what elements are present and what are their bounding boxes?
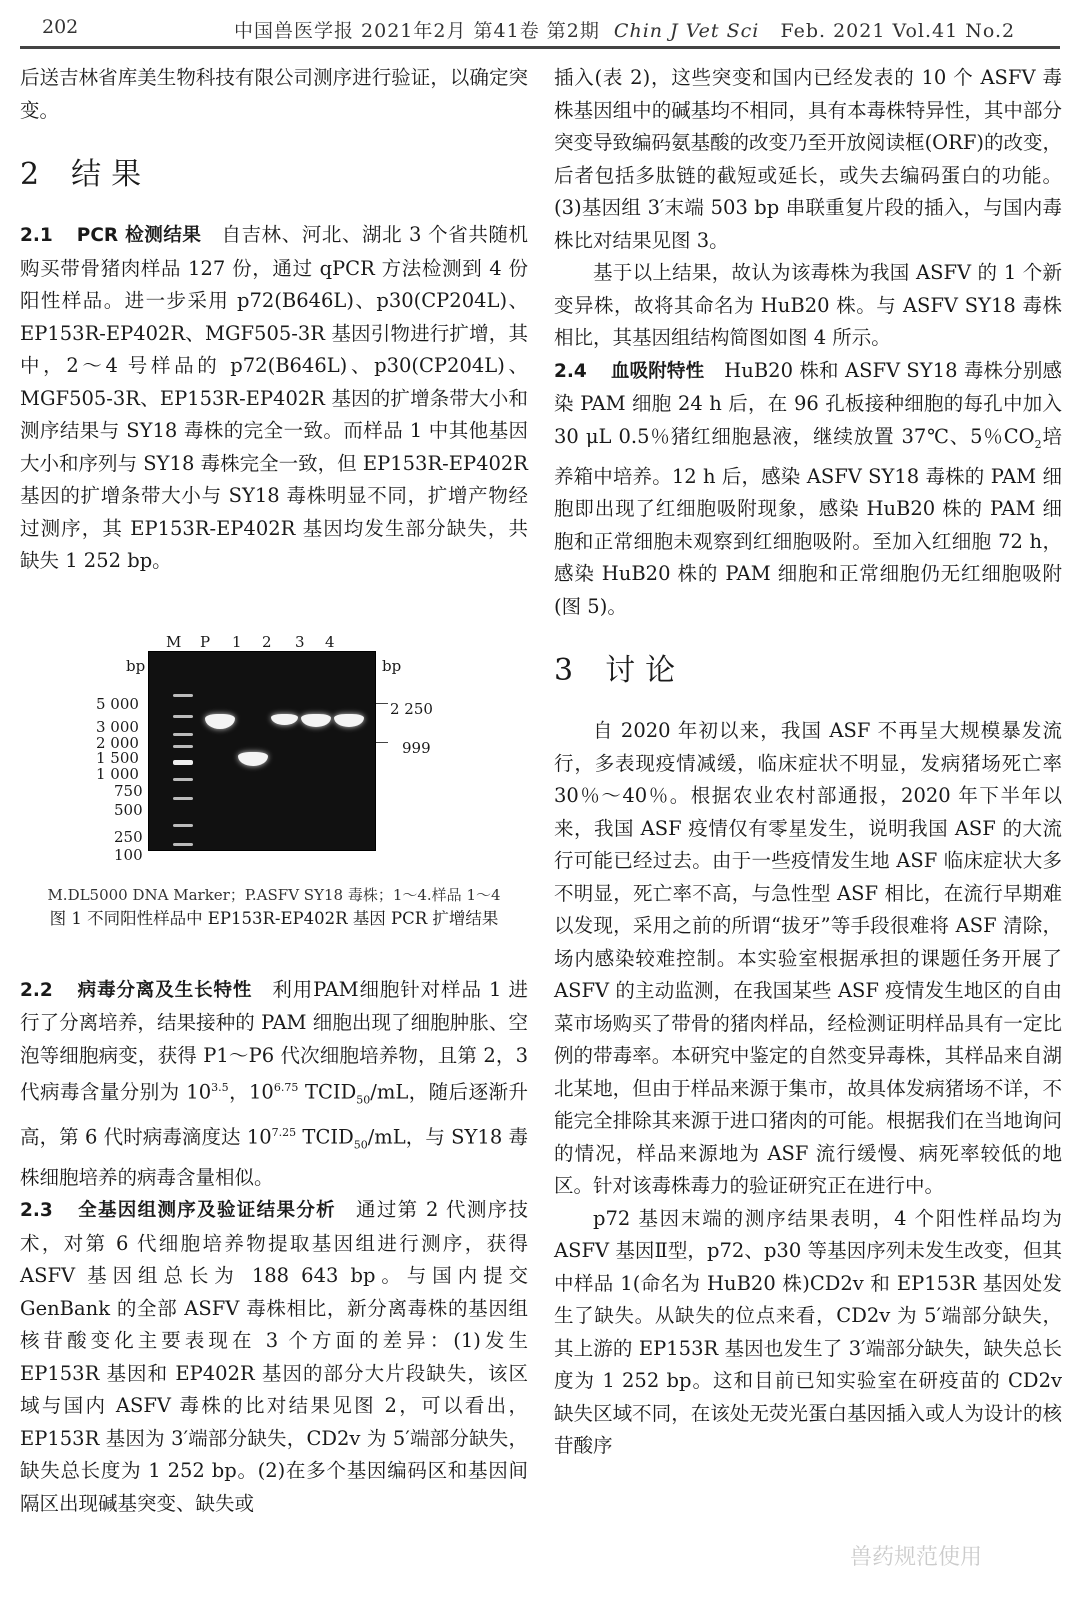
subsection-title: 2.2 病毒分离及生长特性	[20, 979, 253, 1001]
figure-1-gel: M P 1 2 3 4 bp bp 5 000 3 000 2 000 1 500 1 000 750 500 250 100 2 250 999 M.DL5000 DNA Marker；P.ASFV SY18 毒株；1～4.样品 1～4 图 1 不同阳性样品中 EP153R-EP402R 基因 PCR 扩增结果	[20, 608, 528, 968]
subsection-title: 2.1 PCR 检测结果	[20, 225, 202, 246]
journal-en: Chin J Vet Sci	[613, 20, 760, 42]
paragraph: 基于以上结果，故认为该毒株为我国 ASFV 的 1 个新变异株，故将其命名为 HuB20 株。与 ASFV SY18 毒株相比，其基因组结构简图如图 4 所示。	[554, 261, 1062, 349]
section-heading-results: 2 结果	[20, 157, 152, 192]
paragraph-continued: 插入(表 2)，这些突变和国内已经发表的 10 个 ASFV 毒株基因组中的碱基均不相同，具有本毒株特异性，其中部分突变导致编码氨基酸的改变乃至开放阅读框(ORF)的改变，后者包括多肽链的截短或延长，或失去编码蛋白的功能。(3)基因组 3′末端 503 bp 串联重复片段的插入，与国内毒株比对结果见图 3。	[554, 66, 1062, 252]
subsection-2-4: 2.4 血吸附特性 HuB20 株和 ASFV SY18 毒株分别感染 PAM 细胞 24 h 后，在 96 孔板接种细胞的每孔中加入 30 μL 0.5％猪红细胞悬液，继续放置 37℃、5％$CO_2$培养箱中培养。12 h 后，感染 ASFV SY18 毒株的 PAM 细胞即出现了红细胞吸附现象，感染 HuB20 株的 PAM 细胞和正常细胞未观察到红细胞吸附。至加入红细胞 72 h，感染 HuB20 株的 PAM 细胞和正常细胞仍无红细胞吸附(图 5)。	[554, 358, 1062, 618]
journal-cn: 中国兽医学报 2021年2月 第41卷 第2期	[234, 20, 600, 42]
mark-2250: 2 250	[390, 699, 433, 718]
lane-label: 3	[295, 632, 305, 651]
mark-999: 999	[402, 738, 431, 757]
figure-note: M.DL5000 DNA Marker；P.ASFV SY18 毒株；1～4.样品 1～4 图 1 不同阳性样品中 EP153R-EP402R 基因 PCR 扩增结果	[20, 884, 528, 962]
discussion-paragraph-1: 自 2020 年初以来，我国 ASF 不再呈大规模暴发流行，多表现疫情减缓，临床症状不明显，发病猪场死亡率 30％～40％。根据农业农村部通报，2020 年下半年以来，我国 ASF 疫情仅有零星发生，说明我国 ASF 的大流行可能已经过去。由于一些疫情发生地 ASF 临床症状大多不明显，死亡率不高，与急性型 ASF 相比，在流行早期难以发现，采用之前的所谓“拔牙”等手段很难将 ASF 清除，场内感染较难控制。本实验室根据承担的课题任务开展了 ASFV 的主动监测，在我国某些 ASF 疫情发生地区的自由菜市场购买了带骨的猪肉样品，经检测证明样品具有一定比例的带毒率。本研究中鉴定的自然变异毒株，其样品来自湖北某地，但由于样品来源于集市，故具体发病猪场不详，不能完全排除其来源于进口猪肉的可能。根据我们在当地询问的情况，样品来源地为 ASF 流行缓慢、病死率较低的地区。针对该毒株毒力的验证研究正在进行中。	[554, 719, 1062, 1198]
subsection-2-3: 2.3 全基因组测序及验证结果分析 通过第 2 代测序技术，对第 6 代细胞培养物提取基因组进行测序，获得 ASFV 基因组总长为 188 643 bp。与国内提交 GenBank 的全部 ASFV 毒株相比，新分离毒株的基因组核苷酸变化主要表现在 3 个方面的差异：(1)发生 EP153R 基因和 EP402R 基因的部分大片段缺失，该区域与国内 ASFV 毒株的比对结果见图 2，可以看出，EP153R 基因为 3′端部分缺失，CD2v 为 5′端部分缺失，缺失总长度为 1 252 bp。(2)在多个基因编码区和基因间隔区出现碱基突变、缺失或	[20, 1198, 528, 1515]
figure-caption: 图 1 不同阳性样品中 EP153R-EP402R 基因 PCR 扩增结果	[49, 908, 499, 928]
lane-label: 1	[232, 632, 242, 651]
discussion-paragraph-2: p72 基因末端的测序结果表明，4 个阳性样品均为 ASFV 基因Ⅱ型，p72、p30 等基因序列未发生改变，但其中样品 1(命名为 HuB20 株)CD2v 和 EP153R 基因处发生了缺失。从缺失的位点来看，CD2v 为 5′端部分缺失，其上游的 EP153R 基因也发生了 3′端部分缺失，缺失总长度为 1 252 bp。这和目前已知实验室在研疫苗的 CD2v 缺失区域不同，在该处无荧光蛋白基因插入或人为设计的核苷酸序	[554, 1206, 1062, 1458]
paragraph-continued: 后送吉林省库美生物科技有限公司测序进行验证，以确定突变。	[20, 66, 528, 122]
right-column	[554, 62, 1062, 1463]
subsection-title: 2.3 全基因组测序及验证结果分析	[20, 1200, 336, 1222]
header-rule	[20, 46, 1060, 49]
journal-info	[234, 16, 1015, 43]
left-column	[20, 62, 528, 1520]
section-heading-discussion: 3 讨论	[554, 653, 686, 689]
subsection-2-2: 2.2 病毒分离及生长特性 利用PAM细胞针对样品 1 进行了分离培养，结果接种的 PAM 细胞出现了细胞肿胀、空泡等细胞病变，获得 P1～P6 代次细胞培养物，且第 2，3 代病毒含量分别为 $10^{3.5}$，$10^{6.75}$ $TCID_{50}/mL$，随后逐渐升高，第 6 代时病毒滴度达 $10^{7.25}$ $TCID_{50}/mL$，与 SY18 毒株细胞培养的病毒含量相似。	[20, 977, 528, 1189]
watermark: 兽药规范使用	[850, 1545, 983, 1570]
lane-label: 2	[262, 632, 272, 651]
lane-label: P	[200, 632, 211, 651]
lane-label: 4	[325, 632, 335, 651]
subsection-2-1: 2.1 PCR 检测结果 自吉林、河北、湖北 3 个省共随机购买带骨猪肉样品 127 份，通过 qPCR 方法检测到 4 份阳性样品。进一步采用 p72(B646L)、p30(CP204L)、EP153R-EP402R、MGF505-3R 基因引物进行扩增，其中，2～4 号样品的 p72(B646L)、p30(CP204L)、MGF505-3R、EP153R-EP402R 基因的扩增条带大小和测序结果与 SY18 毒株的完全一致。而样品 1 中其他基因大小和序列与 SY18 毒株完全一致，但 EP153R-EP402R 基因的扩增条带大小与 SY18 毒株明显不同，扩增产物经过测序，其 EP153R-EP402R 基因均发生部分缺失，共缺失 1 252 bp。	[20, 223, 528, 572]
bp-label-right: bp	[382, 656, 402, 675]
gel-image	[148, 651, 376, 851]
lane-label: M	[166, 632, 182, 651]
bp-label-left: bp	[126, 656, 146, 675]
issue-en: Feb. 2021 Vol.41 No.2	[780, 20, 1016, 42]
page-number: 202	[42, 16, 79, 38]
subsection-title: 2.4 血吸附特性	[554, 360, 705, 382]
running-header	[20, 10, 1060, 46]
